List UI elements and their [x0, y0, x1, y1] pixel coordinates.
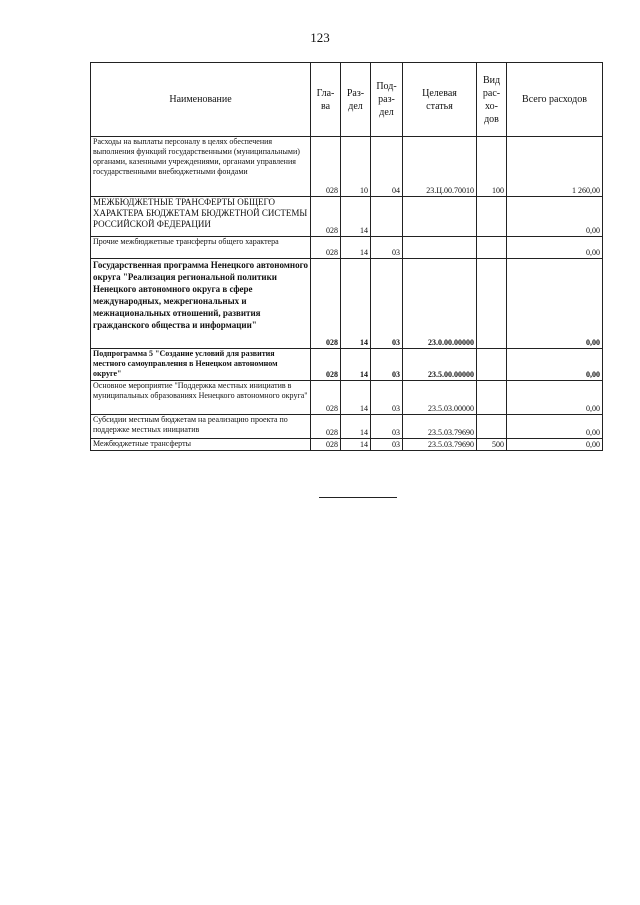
- row-podrazdel: 04: [371, 137, 403, 197]
- row-podrazdel: 03: [371, 259, 403, 349]
- row-vid: [477, 197, 507, 237]
- row-total: 0,00: [507, 237, 603, 259]
- row-celevaya: 23.5.03.00000: [403, 381, 477, 415]
- row-celevaya: [403, 237, 477, 259]
- page-number: 123: [310, 30, 330, 45]
- row-name: Государственная программа Ненецкого автономного округа "Реализация региональной политики Ненецкого автономного округа в сфере международных, межрегиональных и межнациональных отношений, развития гражданского общества и информации": [91, 259, 311, 349]
- row-glava: 028: [311, 439, 341, 451]
- row-podrazdel: 03: [371, 237, 403, 259]
- row-glava: 028: [311, 197, 341, 237]
- row-glava: 028: [311, 259, 341, 349]
- row-total: 0,00: [507, 381, 603, 415]
- row-podrazdel: 03: [371, 415, 403, 439]
- row-podrazdel: [371, 197, 403, 237]
- budget-table: [90, 62, 603, 451]
- table-row: [91, 137, 603, 197]
- row-razdel: 14: [341, 349, 371, 381]
- row-vid: [477, 237, 507, 259]
- row-name: Межбюджетные трансферты: [91, 439, 311, 451]
- row-total: 0,00: [507, 439, 603, 451]
- header-vid: Вид рас- хо- дов: [477, 63, 507, 137]
- row-razdel: 14: [341, 259, 371, 349]
- row-razdel: 14: [341, 197, 371, 237]
- row-celevaya: 23.5.03.79690: [403, 439, 477, 451]
- row-total: 1 260,00: [507, 137, 603, 197]
- table-row: [91, 439, 603, 451]
- row-celevaya: 23.5.00.00000: [403, 349, 477, 381]
- row-vid: [477, 415, 507, 439]
- header-name: Наименование: [91, 63, 311, 137]
- row-glava: 028: [311, 415, 341, 439]
- row-vid: [477, 259, 507, 349]
- row-name: Подпрограмма 5 "Создание условий для развития местного самоуправления в Ненецком автономном округе": [91, 349, 311, 381]
- row-vid: [477, 349, 507, 381]
- header-razdel: Раз- дел: [341, 63, 371, 137]
- row-podrazdel: 03: [371, 439, 403, 451]
- table-row: [91, 259, 603, 349]
- header-celevaya: Целевая статья: [403, 63, 477, 137]
- row-podrazdel: 03: [371, 381, 403, 415]
- header-row: [91, 63, 603, 137]
- row-total: 0,00: [507, 349, 603, 381]
- row-name: Расходы на выплаты персоналу в целях обеспечения выполнения функций государственными (муниципальными) органами, казенными учреждениями, органами управления государственными внебюджетными фондами: [91, 137, 311, 197]
- row-name: МЕЖБЮДЖЕТНЫЕ ТРАНСФЕРТЫ ОБЩЕГО ХАРАКТЕРА БЮДЖЕТАМ БЮДЖЕТНОЙ СИСТЕМЫ РОССИЙСКОЙ ФЕДЕРАЦИИ: [91, 197, 311, 237]
- row-celevaya: 23.Ц.00.70010: [403, 137, 477, 197]
- row-celevaya: [403, 197, 477, 237]
- row-celevaya: 23.5.03.79690: [403, 415, 477, 439]
- row-razdel: 14: [341, 237, 371, 259]
- header-total: Всего расходов: [507, 63, 603, 137]
- row-glava: 028: [311, 349, 341, 381]
- row-vid: 500: [477, 439, 507, 451]
- row-razdel: 14: [341, 439, 371, 451]
- table-row: [91, 415, 603, 439]
- row-podrazdel: 03: [371, 349, 403, 381]
- table-row: [91, 349, 603, 381]
- header-podrazdel: Под- раз- дел: [371, 63, 403, 137]
- row-glava: 028: [311, 237, 341, 259]
- row-vid: [477, 381, 507, 415]
- footer-divider: [319, 497, 397, 498]
- row-glava: 028: [311, 137, 341, 197]
- row-vid: 100: [477, 137, 507, 197]
- table-row: [91, 381, 603, 415]
- table-row: [91, 197, 603, 237]
- row-name: Прочие межбюджетные трансферты общего характера: [91, 237, 311, 259]
- row-celevaya: 23.0.00.00000: [403, 259, 477, 349]
- row-glava: 028: [311, 381, 341, 415]
- row-razdel: 14: [341, 415, 371, 439]
- row-total: 0,00: [507, 415, 603, 439]
- table-row: [91, 237, 603, 259]
- row-total: 0,00: [507, 197, 603, 237]
- row-razdel: 14: [341, 381, 371, 415]
- row-name: Основное мероприятие "Поддержка местных инициатив в муниципальных образованиях Ненецкого автономного округа": [91, 381, 311, 415]
- row-total: 0,00: [507, 259, 603, 349]
- header-glava: Гла- ва: [311, 63, 341, 137]
- row-name: Субсидии местным бюджетам на реализацию проекта по поддержке местных инициатив: [91, 415, 311, 439]
- row-razdel: 10: [341, 137, 371, 197]
